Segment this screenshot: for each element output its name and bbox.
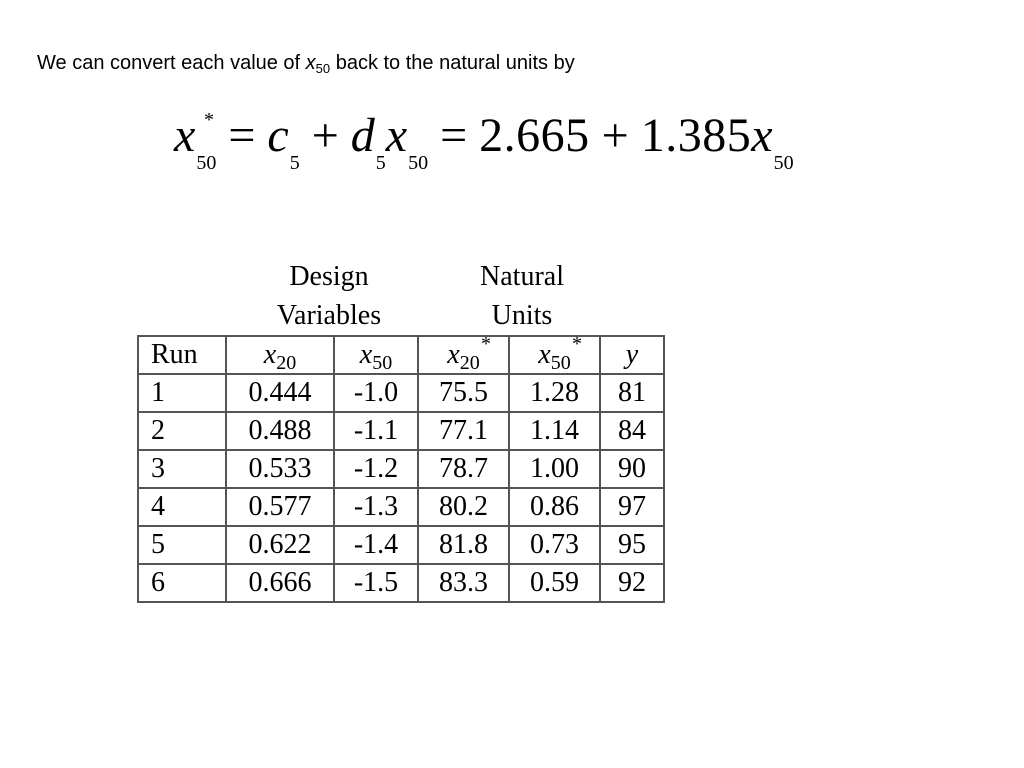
eq-constant: 2.665 xyxy=(479,109,590,162)
intro-text xyxy=(37,52,575,75)
eq-d-var: d xyxy=(350,109,375,162)
col-header-x50 xyxy=(334,336,418,374)
col-header-x50-star xyxy=(509,333,600,374)
cell-run: 1 xyxy=(138,374,226,412)
eq-x2-sub: 50 xyxy=(408,152,429,174)
cell-x20-star: 81.8 xyxy=(418,526,509,564)
eq-equals-1: = xyxy=(228,109,256,162)
cell-x50-star: 0.59 xyxy=(509,564,600,602)
table-row xyxy=(138,412,664,450)
eq-lhs-sub: 50 xyxy=(196,152,217,174)
cell-y: 92 xyxy=(600,564,664,602)
cell-x50: -1.4 xyxy=(334,526,418,564)
intro-before: We can convert each value of xyxy=(37,52,306,74)
table-row xyxy=(138,564,664,602)
cell-x20: 0.622 xyxy=(226,526,334,564)
cell-x20-star: 80.2 xyxy=(418,488,509,526)
conversion-equation xyxy=(174,109,794,174)
col-x20s-var: x xyxy=(447,339,460,370)
design-header-line1: Design xyxy=(289,261,369,292)
col-header-x20-star xyxy=(418,333,509,374)
design-variables-header xyxy=(254,257,404,335)
eq-lhs-sup: * xyxy=(204,109,214,131)
eq-plus-2: + xyxy=(601,109,629,162)
col-x20s-sub: 20 xyxy=(459,352,480,374)
cell-x20: 0.666 xyxy=(226,564,334,602)
eq-coefficient: 1.385 xyxy=(640,109,752,162)
cell-run: 5 xyxy=(138,526,226,564)
cell-x50: -1.3 xyxy=(334,488,418,526)
col-x50s-sup: * xyxy=(572,333,582,355)
eq-x3-sub: 50 xyxy=(773,152,794,174)
eq-equals-2: = xyxy=(440,109,468,162)
cell-x20: 0.488 xyxy=(226,412,334,450)
eq-lhs xyxy=(174,109,217,174)
col-x20s-sup: * xyxy=(481,333,491,355)
table-header-row xyxy=(138,336,664,374)
eq-lhs-var: x xyxy=(174,109,196,162)
col-x50s-sub: 50 xyxy=(550,352,571,374)
cell-x50: -1.0 xyxy=(334,374,418,412)
cell-x20-star: 78.7 xyxy=(418,450,509,488)
natural-header-line2: Units xyxy=(491,300,553,331)
eq-plus-1: + xyxy=(311,109,339,162)
cell-x50-star: 1.28 xyxy=(509,374,600,412)
cell-run: 6 xyxy=(138,564,226,602)
cell-x20: 0.444 xyxy=(226,374,334,412)
cell-y: 97 xyxy=(600,488,664,526)
cell-x50-star: 0.86 xyxy=(509,488,600,526)
eq-c-sub: 5 xyxy=(289,152,300,174)
cell-x50: -1.5 xyxy=(334,564,418,602)
col-y-var: y xyxy=(625,339,639,370)
col-header-run: Run xyxy=(138,336,226,374)
table-row xyxy=(138,374,664,412)
eq-x3-var: x xyxy=(751,109,773,162)
cell-y: 84 xyxy=(600,412,664,450)
col-header-x20 xyxy=(226,336,334,374)
cell-x20-star: 75.5 xyxy=(418,374,509,412)
cell-run: 3 xyxy=(138,450,226,488)
cell-x50: -1.1 xyxy=(334,412,418,450)
design-header-line2: Variables xyxy=(276,300,382,331)
col-x50s-var: x xyxy=(538,339,551,370)
cell-run: 2 xyxy=(138,412,226,450)
natural-units-header xyxy=(447,257,597,335)
intro-var: x xyxy=(305,52,316,74)
natural-header-line1: Natural xyxy=(480,261,564,292)
cell-x50-star: 0.73 xyxy=(509,526,600,564)
intro-sub: 50 xyxy=(315,61,331,76)
data-table xyxy=(137,335,665,603)
cell-y: 81 xyxy=(600,374,664,412)
col-header-y xyxy=(600,336,664,374)
eq-c-var: c xyxy=(267,109,289,162)
intro-after: back to the natural units by xyxy=(330,52,575,74)
table-row xyxy=(138,450,664,488)
cell-y: 95 xyxy=(600,526,664,564)
table-row xyxy=(138,488,664,526)
col-x50-sub: 50 xyxy=(372,352,393,374)
eq-x2-var: x xyxy=(385,109,408,162)
cell-x20-star: 83.3 xyxy=(418,564,509,602)
col-x20-sub: 20 xyxy=(276,352,297,374)
cell-run: 4 xyxy=(138,488,226,526)
cell-x50: -1.2 xyxy=(334,450,418,488)
col-x50-var: x xyxy=(359,339,373,370)
cell-y: 90 xyxy=(600,450,664,488)
table-row xyxy=(138,526,664,564)
col-x20-var: x xyxy=(263,339,277,370)
cell-x20-star: 77.1 xyxy=(418,412,509,450)
cell-x50-star: 1.14 xyxy=(509,412,600,450)
cell-x50-star: 1.00 xyxy=(509,450,600,488)
cell-x20: 0.577 xyxy=(226,488,334,526)
eq-d-sub: 5 xyxy=(375,152,386,174)
cell-x20: 0.533 xyxy=(226,450,334,488)
